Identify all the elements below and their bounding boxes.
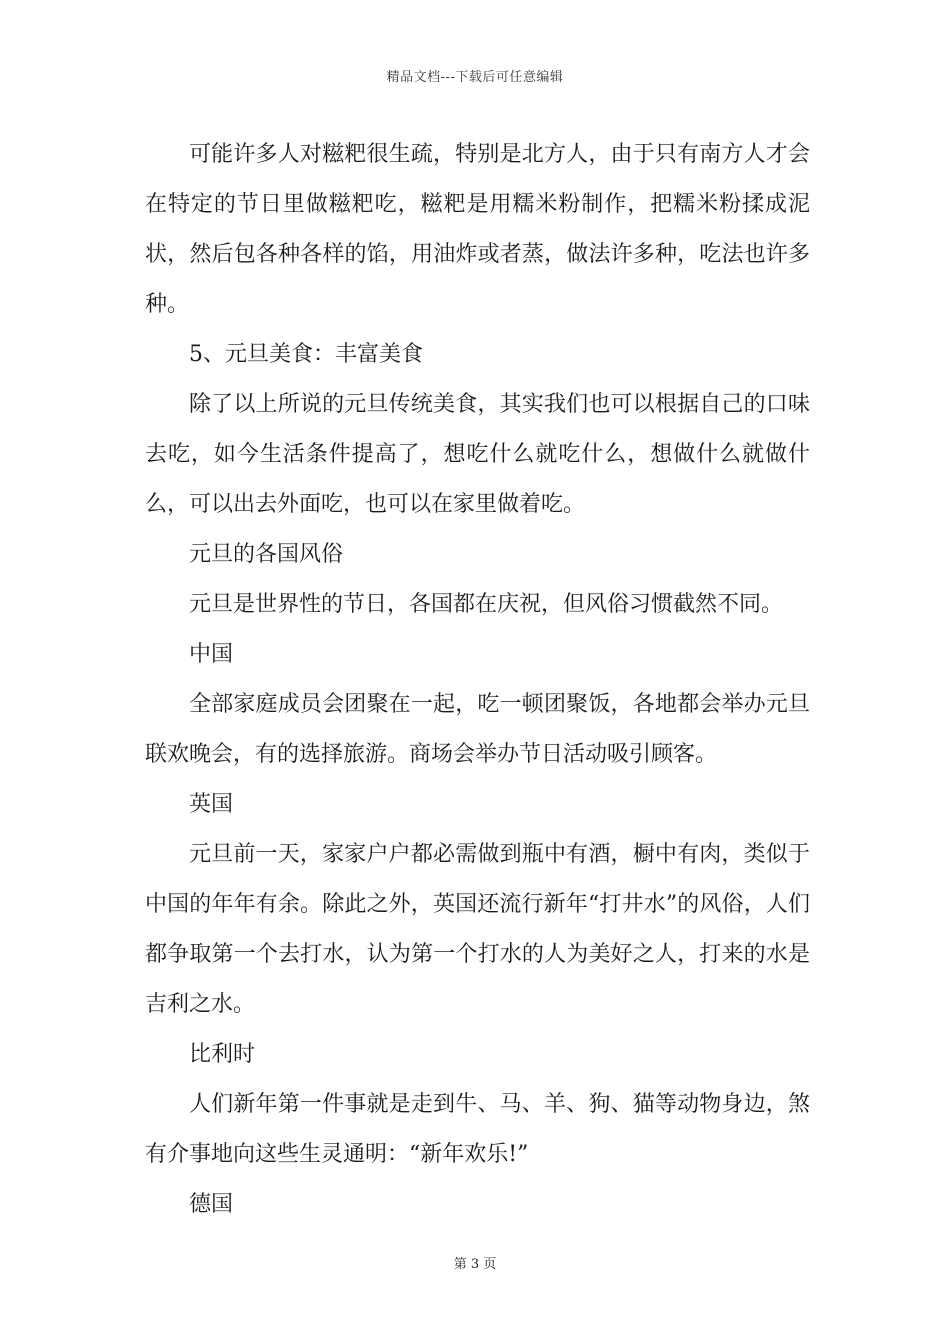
paragraph: 可能许多人对糍粑很生疏，特别是北方人，由于只有南方人才会在特定的节日里做糍粑吃，糍粑是用糯米粉制作，把糯米粉揉成泥状，然后包各种各样的馅，用油炸或者蒸，做法许多种，吃法也许多种。 [145,142,810,317]
paragraph: 全部家庭成员会团聚在一起，吃一顿团聚饭，各地都会举办元旦联欢晚会，有的选择旅游。商场会举办节日活动吸引顾客。 [145,692,810,767]
country-heading: 英国 [189,792,234,817]
paragraph: 元旦前一天，家家户户都必需做到瓶中有酒，橱中有肉，类似于中国的年年有余。除此之外，英国还流行新年“打井水”的风俗，人们都争取第一个去打水，认为第一个打水的人为美好之人，打来的水是吉利之水。 [145,842,810,1017]
paragraph: 除了以上所说的元旦传统美食，其实我们也可以根据自己的口味去吃，如今生活条件提高了，想吃什么就吃什么，想做什么就做什么，可以出去外面吃，也可以在家里做着吃。 [145,392,810,517]
country-heading: 比利时 [189,1042,256,1067]
paragraph: 人们新年第一件事就是走到牛、马、羊、狗、猫等动物身边，煞有介事地向这些生灵通明：“新年欢乐!” [145,1092,810,1167]
paragraph: 元旦是世界性的节日，各国都在庆祝，但风俗习惯截然不同。 [189,592,784,617]
section-heading: 元旦的各国风俗 [189,542,344,567]
page-number: 第 3 页 [453,1257,497,1272]
document-body [145,130,810,1230]
country-heading: 中国 [189,642,234,667]
country-heading: 德国 [189,1192,234,1217]
section-heading: 5、元旦美食：丰富美食 [189,342,423,367]
page-header: 精品文档---下载后可任意编辑 [386,70,564,85]
